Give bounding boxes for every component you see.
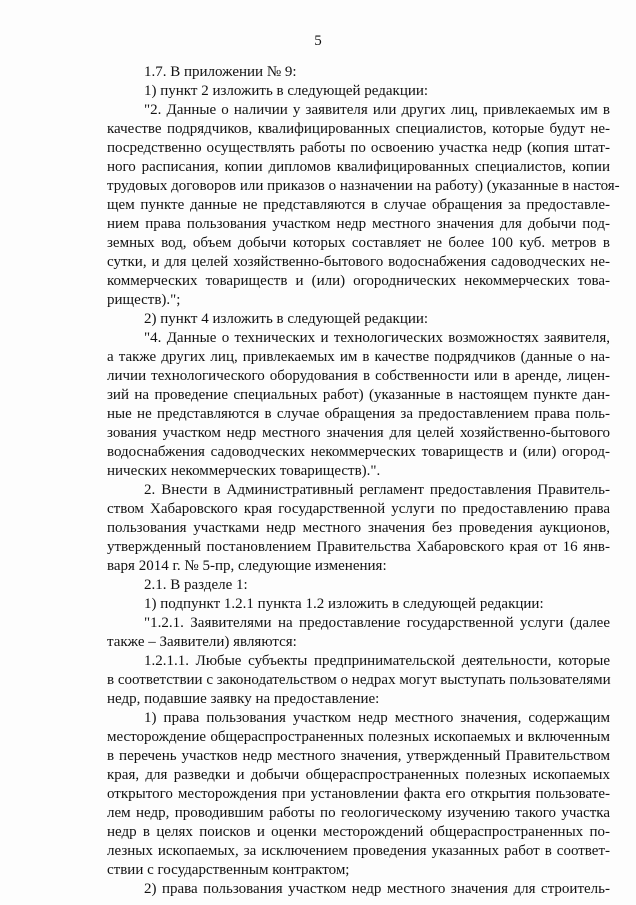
text-line: в соответствии с законодательством о недрах могут выступать пользователями xyxy=(107,672,611,688)
text-line: лезных ископаемых, за исключением проведения указанных работ в соответ- xyxy=(107,843,610,859)
text-line: ствии с государственным контрактом; xyxy=(107,862,350,878)
text-line: открытого месторождения при установлении факта его открытия пользовате- xyxy=(107,786,610,802)
text-line: 2.1. В разделе 1: xyxy=(144,577,248,593)
text-line: 2) права пользования участком недр местного значения для строитель- xyxy=(144,881,610,897)
text-line: недр в целях поисков и оценки месторождений общераспространенных по- xyxy=(107,824,610,840)
text-line: 1) права пользования участком недр местного значения, содержащим xyxy=(144,710,610,726)
text-line: земных вод, объем добычи которых составляет не более 100 куб. метров в xyxy=(107,235,610,251)
text-line: в перечень участков недр местного значения, утвержденный Правительством xyxy=(107,748,610,764)
text-line: личии технологического оборудования в собственности или в аренде, лицен- xyxy=(107,368,610,384)
text-line: пользования участками недр местного значения без проведения аукционов, xyxy=(107,520,610,536)
text-line: ные не представляются в случае обращения за предоставлением права поль- xyxy=(107,406,610,422)
text-line: "4. Данные о технических и технологических возможностях заявителя, xyxy=(144,330,610,346)
text-line: края, для разведки и добычи общераспространенных полезных ископаемых xyxy=(107,767,610,783)
text-line: 2. Внести в Административный регламент предоставления Правитель- xyxy=(144,482,610,498)
text-line: водоснабжения садоводческих некоммерческих товариществ и (или) огород- xyxy=(107,444,610,460)
text-line: 2) пункт 4 изложить в следующей редакции: xyxy=(144,311,429,327)
text-line: зий на проведение специальных работ) (указанные в настоящем пункте дан- xyxy=(107,387,610,403)
text-line: ного расписания, копии дипломов квалифицированных специалистов, копии xyxy=(107,159,610,175)
text-line: качестве подрядчиков, квалифицированных специалистов, которые будут не- xyxy=(107,121,610,137)
text-line: 1.7. В приложении № 9: xyxy=(144,64,297,80)
text-line: ством Хабаровского края государственной услуги по предоставлению права xyxy=(107,501,610,517)
text-line: коммерческих товариществ и (или) огороднических некоммерческих това- xyxy=(107,273,610,289)
text-line: варя 2014 г. № 5-пр, следующие изменения: xyxy=(107,558,387,574)
text-line: 1.2.1.1. Любые субъекты предпринимательской деятельности, которые xyxy=(144,653,610,669)
text-line: 1) подпункт 1.2.1 пункта 1.2 изложить в следующей редакции: xyxy=(144,596,544,612)
text-line: трудовых договоров или приказов о назначении на работу) (указанные в настоя- xyxy=(107,178,620,194)
text-line: сутки, и для целей хозяйственно-бытового водоснабжения садоводческих не- xyxy=(107,254,610,270)
text-line: месторождение общераспространенных полезных ископаемых и включенным xyxy=(107,729,610,745)
text-line: нических некоммерческих товариществ).". xyxy=(107,463,381,479)
text-line: "1.2.1. Заявителями на предоставление государственной услуги (далее xyxy=(144,615,610,631)
text-line: зования участком недр местного значения для целей хозяйственно-бытового xyxy=(107,425,610,441)
text-line: посредственно осуществлять работы по освоению участка недр (копия штат- xyxy=(107,140,610,156)
text-line: 1) пункт 2 изложить в следующей редакции: xyxy=(144,83,429,99)
text-line: щем пункте данные не представляются в случае обращения за предоставле- xyxy=(107,197,610,213)
text-line: также – Заявители) являются: xyxy=(107,634,297,650)
text-line: утвержденный постановлением Правительства Хабаровского края от 16 янв- xyxy=(107,539,610,555)
text-line: "2. Данные о наличии у заявителя или других лиц, привлекаемых им в xyxy=(144,102,610,118)
text-line: нием права пользования участком недр местного значения для добычи под- xyxy=(107,216,610,232)
text-line: недр, подавшие заявку на предоставление: xyxy=(107,691,380,707)
page-number: 5 xyxy=(314,33,322,49)
text-line: а также других лиц, привлекаемых им в качестве подрядчиков (данные о на- xyxy=(107,349,610,365)
text-line: лем недр, проводившим работы по геологическому изучению такого участка xyxy=(107,805,610,821)
text-line: риществ)."; xyxy=(107,292,181,308)
